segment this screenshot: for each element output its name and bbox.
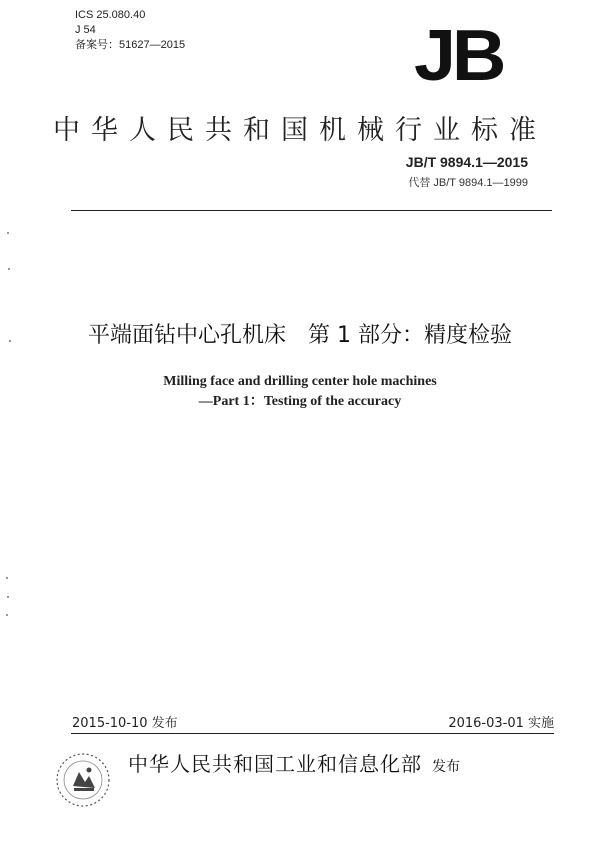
issuer-action: 发布: [432, 759, 460, 775]
ics-code: ICS 25.080.40: [75, 9, 146, 21]
issuer-name: 中华人民共和国工业和信息化部: [128, 752, 422, 776]
filing-number: 备案号：51627—2015: [75, 39, 186, 51]
document-title-en: [0, 372, 600, 412]
title-en-line2: —Part 1：Testing of the accuracy: [198, 394, 402, 409]
title-cn-part: 第 1 部分：精度检验: [308, 323, 512, 348]
title-en-line1: Milling face and drilling center hole machines: [163, 374, 437, 389]
document-title-cn: [0, 318, 600, 349]
issue-date: 2015-10-10 发布: [72, 716, 178, 731]
standard-number: JB/T 9894.1—2015: [405, 154, 528, 170]
issuer-line: [128, 748, 460, 777]
bottom-divider: [71, 733, 554, 734]
standard-type-heading: 中华人民共和国机械行业标准: [53, 115, 547, 146]
top-divider: [71, 210, 552, 211]
effective-date: 2016-03-01 实施: [448, 716, 554, 731]
document-header-codes: [75, 8, 185, 53]
ministry-seal-icon: [55, 752, 111, 808]
jb-logo: JB: [414, 16, 503, 96]
title-cn-main: 平端面钻中心孔机床: [88, 323, 287, 348]
replaces-standard: 代替 JB/T 9894.1—1999: [408, 177, 528, 189]
classification-code: J 54: [75, 24, 96, 36]
date-row: [72, 712, 554, 730]
